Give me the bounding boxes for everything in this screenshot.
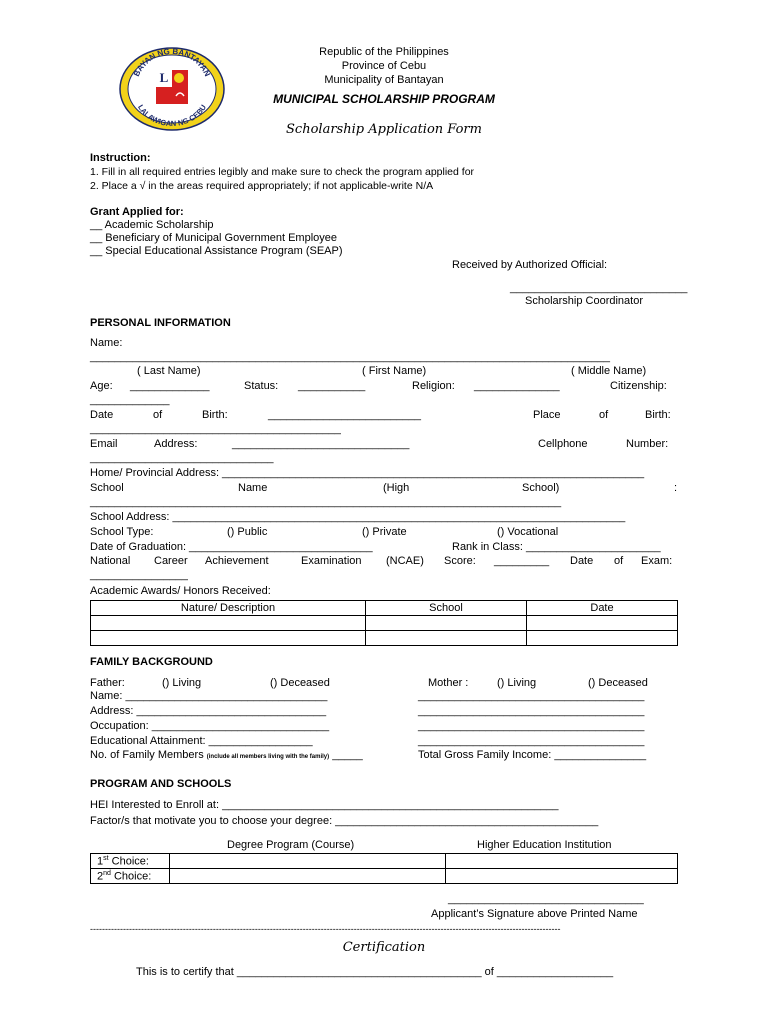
dob-label-birth: Birth: <box>202 409 228 421</box>
grant-option-academic[interactable]: __ Academic Scholarship <box>90 219 214 231</box>
second-choice-label: 2nd Choice: <box>91 869 170 884</box>
middle-name-caption: ( Middle Name) <box>571 365 647 377</box>
first-choice-label: 1st Choice: <box>91 854 170 869</box>
awards-col-nature: Nature/ Description <box>91 601 366 616</box>
religion-field[interactable]: ______________ <box>474 380 560 392</box>
program-title: MUNICIPAL SCHOLARSHIP PROGRAM <box>273 92 495 106</box>
school-address-field[interactable]: School Address: __________________________________________________________________________ <box>90 511 626 523</box>
table-row <box>91 631 678 646</box>
citizenship-label: Citizenship: <box>610 380 667 392</box>
father-address-field[interactable]: Address: _______________________________ <box>90 705 327 717</box>
awards-cell[interactable] <box>91 631 366 646</box>
republic-line: Republic of the Philippines <box>319 46 449 58</box>
pob-label-of: of <box>599 409 609 421</box>
awards-header-row <box>91 601 678 616</box>
applicant-signature-caption: Applicant’s Signature above Printed Name <box>431 908 638 920</box>
awards-col-date: Date <box>527 601 678 616</box>
email-address-label: Address: <box>154 438 198 450</box>
status-field[interactable]: ___________ <box>298 380 366 392</box>
grant-option-beneficiary[interactable]: __ Beneficiary of Municipal Government Employee <box>90 232 338 244</box>
home-address-field[interactable]: Home/ Provincial Address: _____________________________________________________________________ <box>90 467 645 479</box>
awards-label: Academic Awards/ Honors Received: <box>90 585 271 597</box>
school-type-vocational[interactable]: () Vocational <box>497 526 559 538</box>
email-label: Email <box>90 438 118 450</box>
ncae-score-field[interactable]: _________ <box>494 555 550 567</box>
awards-cell[interactable] <box>366 616 527 631</box>
school-name-label-name: Name <box>238 482 268 494</box>
cellphone-number-label: Number: <box>626 438 669 450</box>
mother-label: Mother : <box>428 677 469 689</box>
mother-address-field[interactable]: _____________________________________ <box>418 705 645 717</box>
mother-deceased[interactable]: () Deceased <box>588 677 648 689</box>
school-name-colon: : <box>674 482 678 494</box>
divider: ------------------------------------------------------------------------------------------------------------------------------------------------------------- <box>90 924 561 934</box>
school-name-field[interactable]: _____________________________________________________________________________ <box>90 496 562 508</box>
second-choice-degree[interactable] <box>170 869 446 884</box>
family-members-row[interactable] <box>90 749 363 761</box>
last-name-caption: ( Last Name) <box>137 365 201 377</box>
cellphone-field[interactable]: ______________________________ <box>90 452 274 464</box>
grant-label: Grant Applied for: <box>90 206 184 218</box>
religion-label: Religion: <box>412 380 455 392</box>
certification-title: Certification <box>342 940 426 955</box>
ncae-examination: Examination <box>301 555 362 567</box>
school-type-private[interactable]: () Private <box>362 526 407 538</box>
awards-cell[interactable] <box>527 616 678 631</box>
name-field[interactable]: _____________________________________________________________________________________ <box>90 351 611 363</box>
ncae-achievement: Achievement <box>205 555 269 567</box>
family-members-field[interactable]: _____ <box>332 749 363 761</box>
school-name-label-school: School <box>90 482 124 494</box>
municipality-line: Municipality of Bantayan <box>324 74 444 86</box>
mother-education-field[interactable]: _____________________________________ <box>418 735 645 747</box>
ncae-score-label: Score: <box>444 555 476 567</box>
family-members-label: No. of Family Members <box>90 749 204 761</box>
coordinator-label: Scholarship Coordinator <box>525 295 644 307</box>
ncae-exam-label: Exam: <box>641 555 673 567</box>
family-members-note: (include all members living with the family) <box>206 754 330 760</box>
school-name-label-school2: School) <box>522 482 560 494</box>
mother-occupation-field[interactable]: _____________________________________ <box>418 720 645 732</box>
school-name-label-high: (High <box>383 482 410 494</box>
ncae-national: National <box>90 555 131 567</box>
age-label: Age: <box>90 380 113 392</box>
choices-table <box>90 853 678 884</box>
first-choice-degree[interactable] <box>170 854 446 869</box>
email-field[interactable]: _____________________________ <box>232 438 410 450</box>
table-row <box>91 854 678 869</box>
cellphone-label: Cellphone <box>538 438 588 450</box>
coordinator-signature-line[interactable]: _____________________________ <box>510 282 688 294</box>
pob-label-place: Place <box>533 409 561 421</box>
family-income-field[interactable]: Total Gross Family Income: _______________ <box>418 749 647 761</box>
first-choice-hei[interactable] <box>446 854 678 869</box>
instruction-item-2: 2. Place a √ in the areas required appropriately; if not applicable-write N/A <box>90 180 434 192</box>
grant-option-seap[interactable]: __ Special Educational Assistance Program (SEAP) <box>90 245 343 257</box>
family-heading: FAMILY BACKGROUND <box>90 656 213 668</box>
ncae-exam-field[interactable]: ________________ <box>90 569 188 581</box>
svg-text:BAYAN NG BANTAYAN: BAYAN NG BANTAYAN <box>132 46 212 78</box>
awards-cell[interactable] <box>366 631 527 646</box>
school-type-label: School Type: <box>90 526 154 538</box>
father-name-field[interactable]: Name: _________________________________ <box>90 690 328 702</box>
received-by-label: Received by Authorized Official: <box>452 259 608 271</box>
mother-name-field[interactable]: _____________________________________ <box>418 690 645 702</box>
table-row <box>91 869 678 884</box>
pob-field[interactable]: _________________________________________ <box>90 423 341 435</box>
rank-field[interactable]: Rank in Class: ______________________ <box>452 541 661 553</box>
awards-cell[interactable] <box>91 616 366 631</box>
father-deceased[interactable]: () Deceased <box>270 677 330 689</box>
dob-field[interactable]: _________________________ <box>268 409 421 421</box>
personal-info-heading: PERSONAL INFORMATION <box>90 317 231 329</box>
dob-label-date: Date <box>90 409 114 421</box>
graduation-field[interactable]: Date of Graduation: ______________________________ <box>90 541 373 553</box>
instruction-label: Instruction: <box>90 152 151 164</box>
age-field[interactable]: _____________ <box>130 380 210 392</box>
first-name-caption: ( First Name) <box>362 365 427 377</box>
program-heading: PROGRAM AND SCHOOLS <box>90 778 232 790</box>
hei-column-header: Higher Education Institution <box>477 839 612 851</box>
citizenship-field[interactable]: _____________ <box>90 394 170 406</box>
awards-col-school: School <box>366 601 527 616</box>
father-occupation-field[interactable]: Occupation: _____________________________ <box>90 720 330 732</box>
ncae-abbr: (NCAE) <box>386 555 424 567</box>
father-living[interactable]: () Living <box>162 677 202 689</box>
ncae-career: Career <box>154 555 188 567</box>
father-label: Father: <box>90 677 125 689</box>
mother-living[interactable]: () Living <box>497 677 537 689</box>
seal-graphic <box>118 46 226 132</box>
hei-field[interactable]: HEI Interested to Enroll at: _______________________________________________________ <box>90 799 559 811</box>
province-line: Province of Cebu <box>341 60 427 72</box>
ncae-of-label: of <box>614 555 624 567</box>
table-row <box>91 616 678 631</box>
awards-table <box>90 600 678 646</box>
name-label: Name: <box>90 337 123 349</box>
ncae-date-label: Date <box>570 555 594 567</box>
certification-text[interactable]: This is to certify that ________________________________________ of ___________________ <box>136 966 614 978</box>
degree-column-header: Degree Program (Course) <box>227 839 355 851</box>
applicant-signature-line[interactable]: ________________________________ <box>448 893 644 905</box>
father-education-field[interactable]: Educational Attainment: _________________ <box>90 735 313 747</box>
status-label: Status: <box>244 380 279 392</box>
municipal-seal <box>118 46 226 132</box>
pob-label-birth: Birth: <box>645 409 671 421</box>
instruction-item-1: 1. Fill in all required entries legibly and make sure to check the program applied for <box>90 166 475 178</box>
factors-field[interactable]: Factor/s that motivate you to choose your degree: ___________________________________________ <box>90 815 599 827</box>
svg-text:L: L <box>159 70 169 85</box>
school-type-public[interactable]: () Public <box>227 526 268 538</box>
form-title: Scholarship Application Form <box>286 122 482 137</box>
awards-cell[interactable] <box>527 631 678 646</box>
second-choice-hei[interactable] <box>446 869 678 884</box>
svg-text:LALAWIGAN NG CEBU: LALAWIGAN NG CEBU <box>136 102 209 129</box>
dob-label-of: of <box>153 409 163 421</box>
